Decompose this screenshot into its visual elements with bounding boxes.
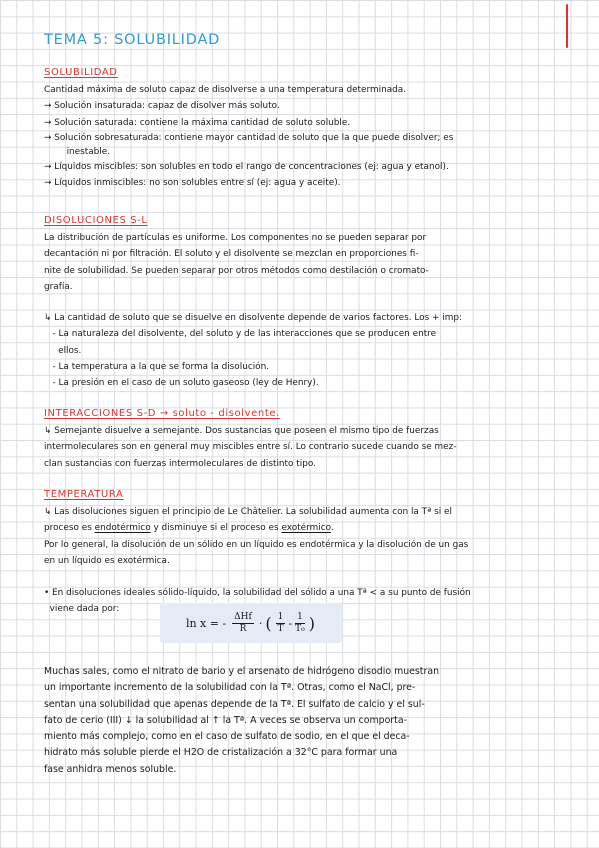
solubilidad-block	[44, 82, 572, 191]
formula-fraction	[276, 612, 286, 635]
factors-block	[44, 310, 572, 391]
text-line: - La presión en el caso de un soluto gaseoso (ley de Henry).	[44, 378, 319, 389]
text-line: sentan una solubilidad que apenas depende de la Tª. El sulfato de calcio y el sul-	[44, 698, 425, 710]
solubility-formula	[160, 603, 342, 643]
text-line: clan sustancias con fuerzas intermoleculares de distinto tipo.	[44, 458, 316, 469]
formula-minus: -	[288, 616, 293, 630]
interacciones-block	[44, 423, 572, 472]
text-line: - La naturaleza del disolvente, del soluto y de las interacciones que se producen entre	[44, 329, 437, 340]
salts-block	[44, 664, 572, 778]
text-line: en un líquido es exotérmica.	[44, 555, 170, 566]
heading-interacciones: INTERACCIONES S-D → soluto - disolvente.	[44, 408, 280, 419]
text-line: La distribución de partículas es uniforme. Los componentes no se pueden separar por	[44, 233, 427, 243]
text-line: un importante incremento de la solubilidad con la Tª. Otras, como el NaCl, pre-	[44, 682, 416, 694]
text-span: proceso es	[44, 523, 95, 534]
text-line: fase anhidra menos soluble.	[44, 763, 177, 775]
exotermico-term: exotérmico	[281, 523, 331, 534]
heading-solubilidad: SOLUBILIDAD	[44, 67, 118, 78]
text-line: • En disoluciones ideales sólido-líquido, la solubilidad del sólido a una Tª < a su punto de fusión	[44, 588, 471, 598]
endotermico-term: endotérmico	[94, 523, 151, 534]
text-line: → Líquidos inmiscibles: no son solubles entre sí (ej: agua y aceite).	[44, 178, 341, 189]
formula-denominator: T₀	[295, 623, 305, 634]
text-line: → Solución saturada: contiene la máxima cantidad de soluto soluble.	[44, 117, 351, 128]
text-line: Por lo general, la disolución de un sólido en un líquido es endotérmica y la disolución de un gas	[44, 539, 469, 550]
text-line: Muchas sales, como el nitrato de bario y el arsenato de hidrógeno disodio muestran	[44, 666, 440, 677]
paren-open: (	[265, 613, 272, 633]
text-line: miento más complejo, como en el caso de sulfato de sodio, en el que el deca-	[44, 731, 410, 743]
text-span: y disminuye si el proceso es	[150, 523, 282, 534]
formula-lhs: ln x = -	[185, 616, 227, 630]
text-line: ↳ Semejante disuelve a semejante. Dos sustancias que poseen el mismo tipo de fuerzas	[44, 426, 439, 436]
text-line: ellos.	[44, 345, 82, 356]
text-line: ↳ Las disoluciones siguen el principio de Le Châtelier. La solubilidad aumenta con la Tª si el	[44, 507, 452, 517]
temperatura-block	[44, 504, 572, 569]
margin-mark	[566, 4, 568, 48]
text-line: Cantidad máxima de soluto capaz de disolverse a una temperatura determinada.	[44, 85, 407, 95]
formula-fraction	[232, 612, 254, 635]
formula-denominator: R	[239, 623, 247, 634]
heading-temperatura: TEMPERATURA	[44, 489, 124, 500]
page-title: TEMA 5: SOLUBILIDAD	[44, 32, 221, 48]
text-line: - La temperatura a la que se forma la disolución.	[44, 361, 270, 372]
text-line	[44, 520, 572, 536]
formula-numerator: 1	[277, 611, 284, 622]
formula-fraction	[295, 612, 305, 635]
formula-dot: ·	[258, 616, 263, 630]
text-line: nite de solubilidad. Se pueden separar por otros métodos como destilación o cromato-	[44, 265, 429, 276]
formula-numerator: ΔHf	[234, 611, 252, 622]
text-span: .	[330, 523, 334, 534]
paren-close: )	[308, 613, 316, 633]
text-line: inestable.	[44, 146, 111, 157]
text-line: hidrato más soluble pierde el H2O de cristalización a 32°C para formar una	[44, 747, 398, 759]
text-line: → Solución sobresaturada: contiene mayor cantidad de soluto que la que puede disolver; es	[44, 132, 454, 143]
text-line: ↳ La cantidad de soluto que se disuelve en disolvente depende de varios factores. Los + imp:	[44, 313, 463, 323]
text-line: viene dada por:	[44, 604, 120, 615]
text-line: fato de cerio (III) ↓ la solubilidad al ↑ la Tª. A veces se observa un comporta-	[44, 714, 407, 726]
heading-disoluciones: DISOLUCIONES S-L	[44, 215, 148, 226]
text-line: grafía.	[44, 281, 73, 292]
text-line: decantación ni por filtración. El soluto y el disolvente se mezclan en proporciones fi-	[44, 249, 419, 260]
formula-numerator: 1	[297, 611, 303, 622]
text-line: → Líquidos miscibles: son solubles en todo el rango de concentraciones (ej: agua y etanol).	[44, 161, 449, 172]
text-line: → Solución insaturada: capaz de disolver más soluto.	[44, 101, 280, 112]
disoluciones-block	[44, 230, 572, 295]
formula-denominator: T	[277, 623, 284, 634]
text-line: intermoleculares son en general muy miscibles entre sí. Lo contrario sucede cuando se mez-	[44, 442, 457, 453]
